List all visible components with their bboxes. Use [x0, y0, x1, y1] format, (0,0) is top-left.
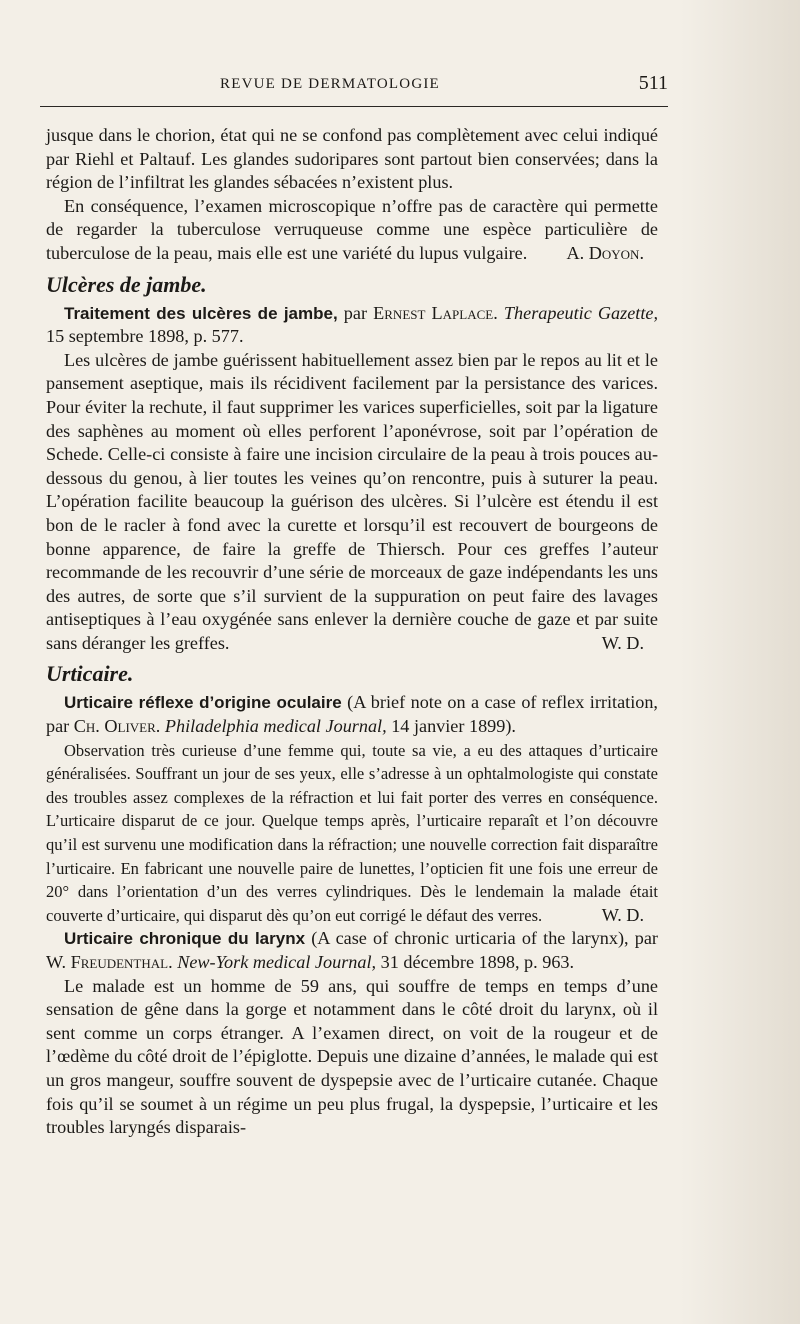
article-1-journal: Therapeutic Gazette,	[503, 302, 659, 323]
paragraph-2-text: En conséquence, l’examen microscopique n’offre pas de caractère qui permette de regarder la tuberculose verruqueuse comme une espèce particulière de tuberculose de la peau, mais elle est une variété du lupus vulgaire.	[46, 195, 658, 263]
paragraph-3: Les ulcères de jambe guérissent habituellement assez bien par le repos au lit et le pansement aseptique, mais ils récidivent facilement par la persistance des varices. Pour éviter la rechute, il faut supprimer les varices superficielles, soit par la ligature des saphènes au moment où elles perforent l’aponévrose, soit par l’opération de Schede. Celle-ci consiste à faire une incision circulaire de la peau à trois pouces au-dessous du genou, à lier toutes les veines qu’on rencontre, puis à suturer la peau. L’opération facilite beaucoup la guérison des ulcères. Si l’ulcère est étendu il est bon de le racler à fond avec la curette et lorsqu’il est recouvert de bourgeons de bonne apparence, de faire la greffe de Thiersch. Pour ces greffes l’auteur recommande de les recouvrir d’une série de morceaux de gaze indépendants les uns des autres, de sorte que s’il survient de la suppuration on peut faire des lavages antiseptiques à l’eau oxygénée sans enlever la dernière couche de gaze et par suite sans déranger les greffes.	[46, 349, 658, 653]
article-2-author: Ch. Oliver.	[73, 716, 161, 737]
article-2-title: Urticaire réflexe d’origine oculaire	[64, 693, 342, 713]
article-3-rest: (A case of chronic urticaria of the larynx), par W.	[46, 928, 658, 972]
running-title: REVUE DE DERMATOLOGIE	[220, 76, 440, 92]
article-2-citation	[46, 691, 658, 738]
article-body	[46, 124, 658, 1140]
signature-wd-2: W. D.	[601, 904, 644, 925]
article-2-journal: Philadelphia medical Journal,	[164, 716, 387, 737]
paragraph-4: Observation très curieuse d’une femme qui, toute sa vie, a eu des attaques d’urticaire généralisées. Souffrant un jour de ses yeux, elle s’adresse à un ophtalmologiste qui constate des troubles assez complexes de la réfraction et lui fait porter des verres en conséquence. L’urticaire disparut de ce jour. Quelque temps après, l’urticaire reparaît et l’on découvre qu’il est survenu une modification dans la réfraction; une nouvelle correction fait disparaître l’urticaire. En fabricant une nouvelle paire de lunettes, l’opticien fit une fois une erreur de 20° dans l’orientation d’un des verres cylindriques. Dès le lendemain la malade était couverte d’urticaire, qui disparut dès qu’on eut corrigé le défaut des verres.	[46, 740, 658, 925]
article-2-rest: (A brief note on a case of reflex irritation, par	[46, 692, 658, 737]
section-heading-urticaire: Urticaire.	[46, 661, 134, 687]
paragraph-5: Le malade est un homme de 59 ans, qui souffre de temps en temps d’une sensation de gêne dans la gorge et notamment dans le côté droit du larynx, où il sent comme un corps étranger. A l’examen direct, on voit de la rougeur et de l’œdème du côté droit de l’épiglotte. Depuis une dizaine d’années, le malade qui est un gros mangeur, souffre souvent de dyspepsie avec de l’urticaire cutanée. Chaque fois qu’il se soumet à un régime un peu plus frugal, la dyspepsie, l’urticaire et les troubles laryngés disparais-	[46, 975, 658, 1138]
header-rule	[40, 106, 668, 107]
article-3-author: Freudenthal.	[70, 952, 173, 972]
article-2-date: 14 janvier 1899).	[391, 716, 516, 737]
section-heading-ulceres: Ulcères de jambe.	[46, 271, 207, 297]
signature-doyon: A. Doyon.	[566, 242, 644, 263]
signature-wd-1: W. D.	[601, 632, 644, 653]
article-1-title: Traitement des ulcères de jambe,	[64, 303, 338, 323]
page-edge-shading	[680, 0, 800, 1324]
article-3-title: Urticaire chronique du larynx	[64, 929, 306, 949]
article-1-by: par	[343, 302, 368, 323]
running-header	[40, 72, 668, 102]
paragraph-1: jusque dans le chorion, état qui ne se confond pas complètement avec celui indiqué par Riehl et Paltauf. Les glandes sudoripares sont partout bien conservées; dans la région de l’infiltrat les glandes sébacées n’existent plus.	[46, 125, 658, 193]
article-1-date: 15 septembre 1898, p. 577.	[46, 326, 244, 347]
article-1-author: Ernest Laplace.	[373, 302, 498, 323]
article-3-citation	[46, 927, 658, 974]
article-3-date: 31 décembre 1898, p. 963.	[380, 952, 575, 972]
page-number: 511	[638, 72, 668, 94]
article-3-journal: New-York medical Journal,	[177, 952, 377, 972]
article-1-citation	[46, 302, 658, 349]
